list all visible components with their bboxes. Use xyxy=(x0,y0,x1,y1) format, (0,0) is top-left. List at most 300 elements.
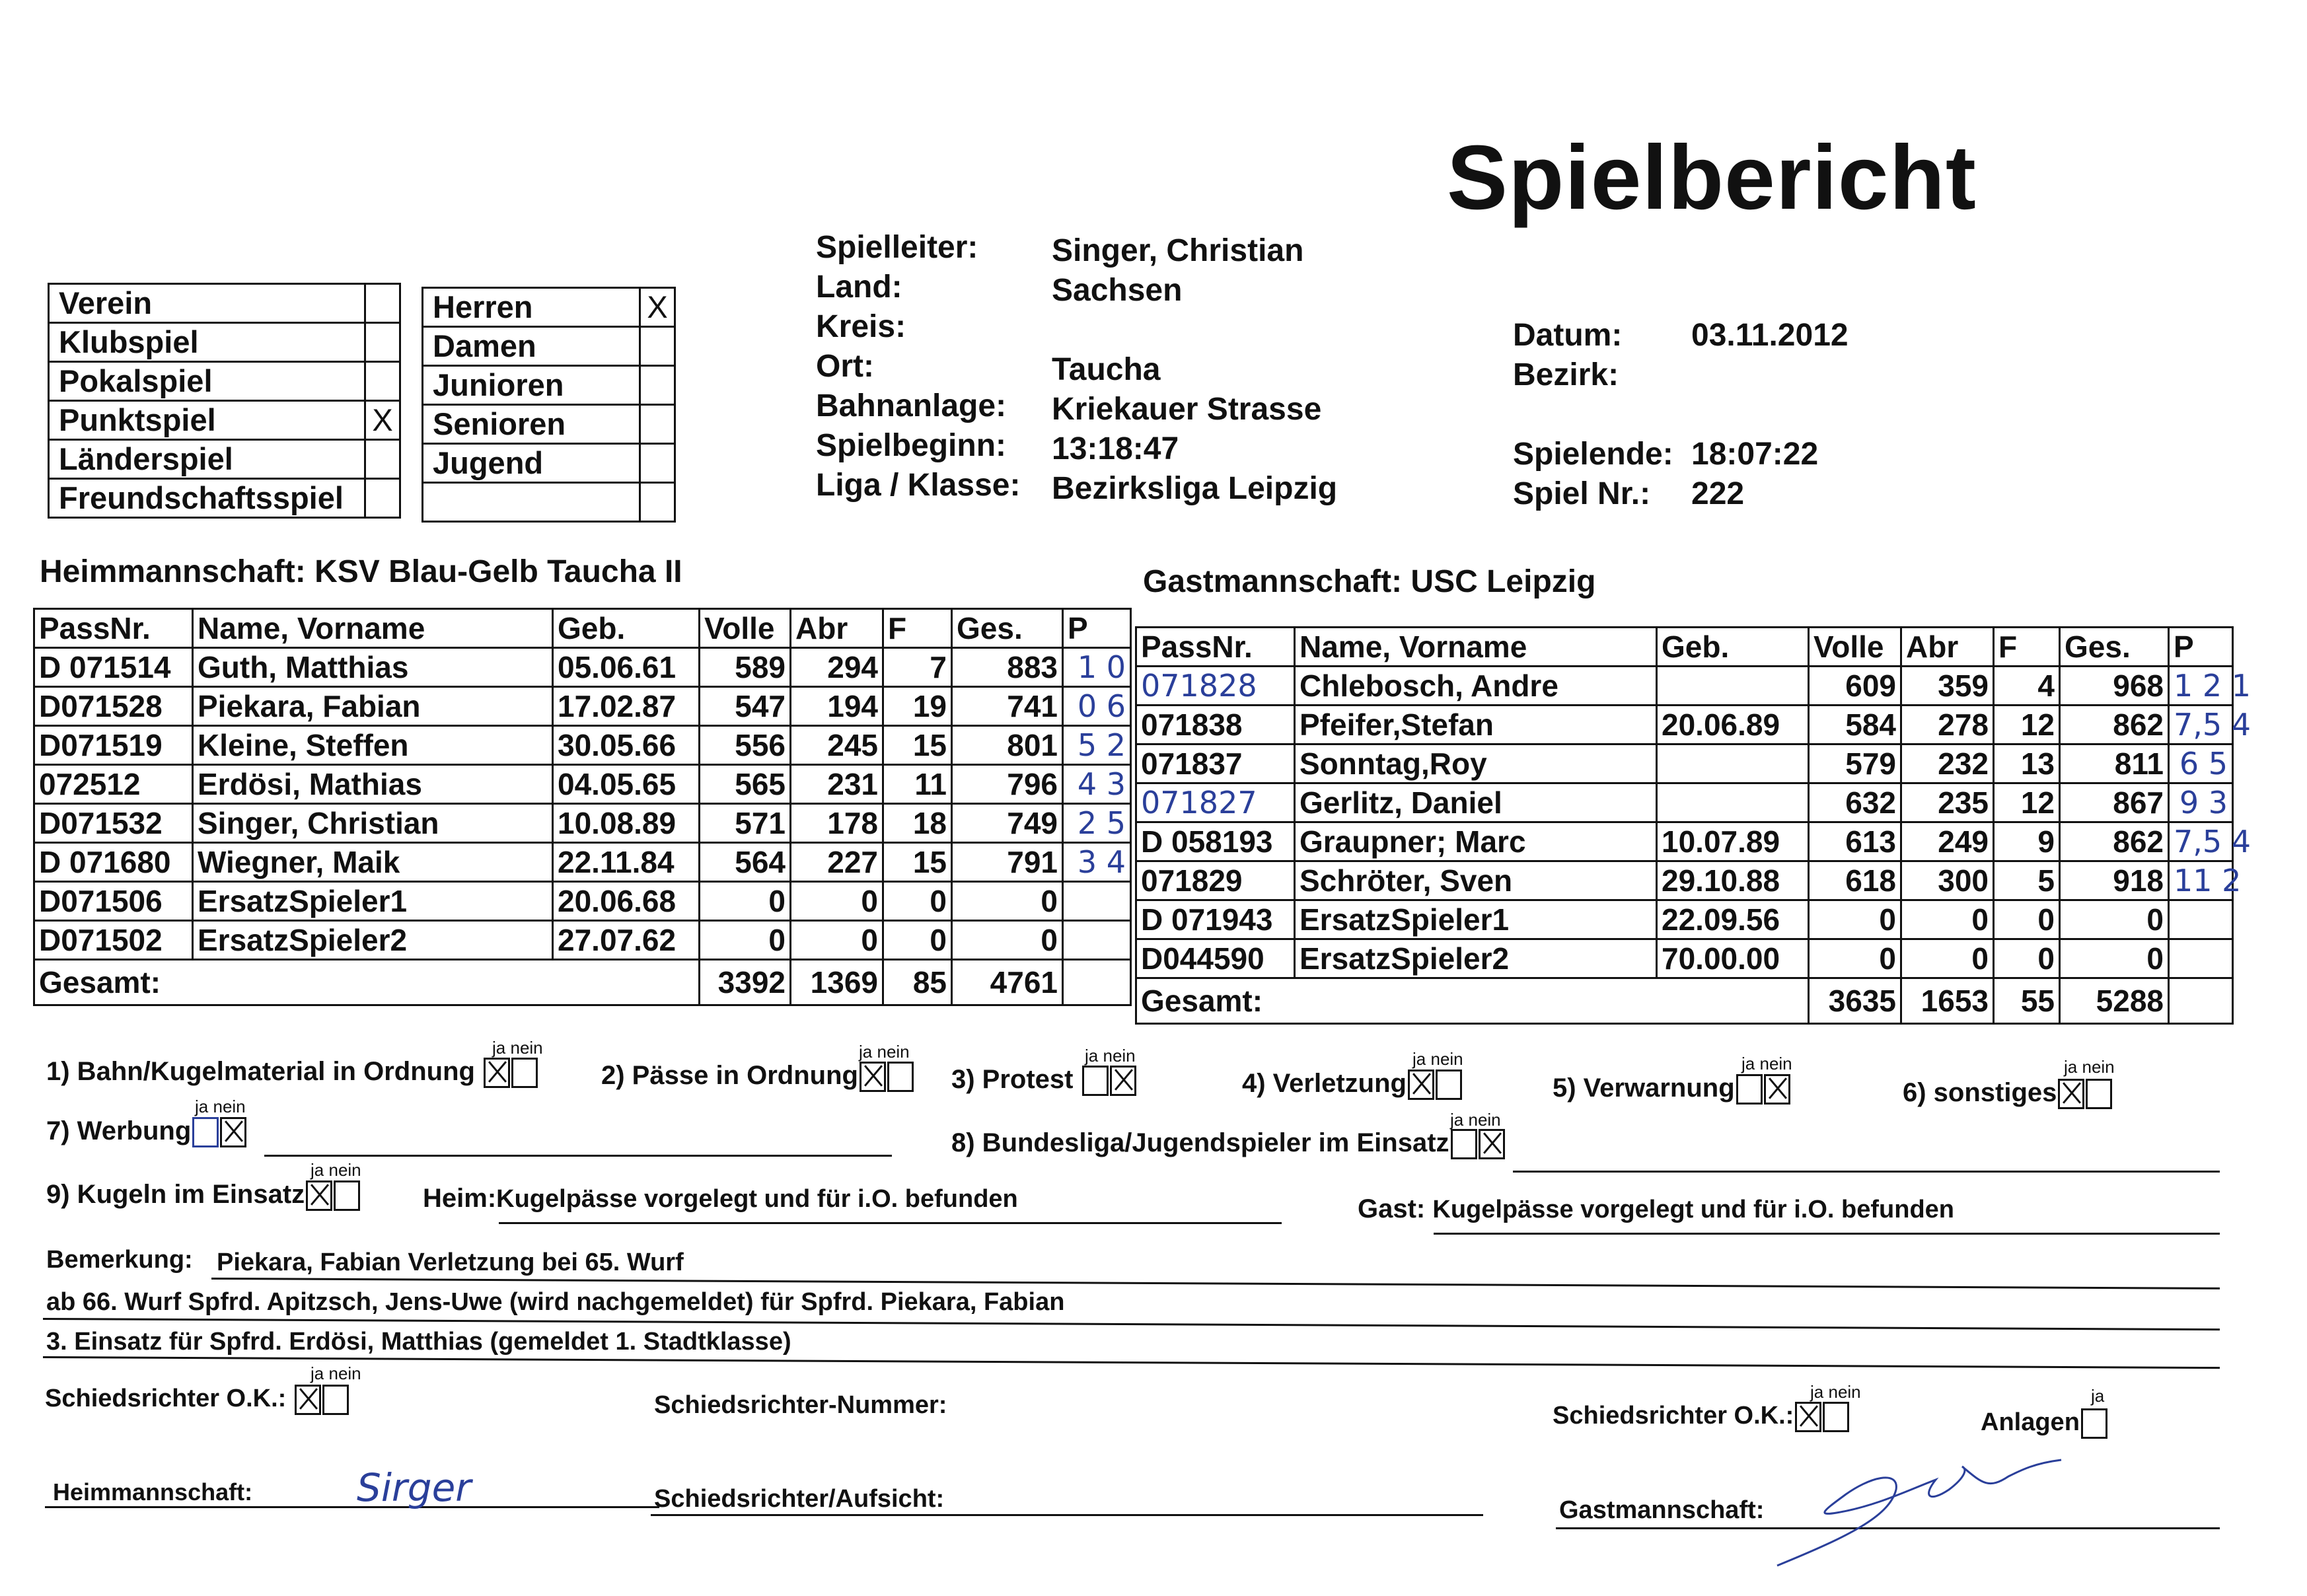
q6-ja-checkbox[interactable] xyxy=(2058,1079,2084,1109)
heim-check xyxy=(423,1184,1018,1214)
guest-cell: 071837 xyxy=(1136,744,1295,783)
guest-cell: 071828 xyxy=(1136,667,1295,706)
guest-cell: 0 xyxy=(1809,939,1901,978)
sr-ok-home xyxy=(45,1385,349,1415)
home-col-header: Volle xyxy=(700,609,791,648)
guest-cell: 862 xyxy=(2060,822,2169,861)
q8-label: 8) Bundesliga/Jugendspieler im Einsatz xyxy=(951,1128,1449,1157)
sr-ok2-jn xyxy=(1810,1382,1861,1402)
ja-label: ja xyxy=(1741,1054,1755,1073)
ja-label: ja xyxy=(311,1160,324,1180)
guest-cell: 918 xyxy=(2060,861,2169,900)
home-cell: Singer, Christian xyxy=(193,804,553,843)
category-label xyxy=(423,483,640,522)
gast-check-text: Kugelpässe vorgelegt und für i.O. befunden xyxy=(1432,1196,1955,1223)
q4-label: 4) Verletzung xyxy=(1242,1069,1407,1098)
home-cell: ErsatzSpieler1 xyxy=(193,882,553,921)
land-value: Sachsen xyxy=(1052,273,1183,308)
nein-label: nein xyxy=(1759,1054,1792,1073)
q2-jn xyxy=(859,1042,910,1062)
home-player-row xyxy=(34,726,1131,765)
guest-header-row xyxy=(1136,628,2233,667)
q7-nein-checkbox[interactable] xyxy=(220,1117,246,1147)
guest-cell xyxy=(1657,744,1809,783)
q8-nein-checkbox[interactable] xyxy=(1479,1129,1505,1159)
q1-ja-checkbox[interactable] xyxy=(484,1058,510,1088)
guest-player-row xyxy=(1136,939,2233,978)
nein-label: nein xyxy=(1430,1049,1463,1069)
home-cell: 19 xyxy=(883,687,952,726)
q5-label: 5) Verwarnung xyxy=(1553,1073,1735,1103)
home-cell: Piekara, Fabian xyxy=(193,687,553,726)
guest-cell: 359 xyxy=(1901,667,1994,706)
guest-cell xyxy=(1657,783,1809,822)
sr-ok2-ja-checkbox[interactable] xyxy=(1795,1402,1821,1432)
home-cell: ErsatzSpieler2 xyxy=(193,921,553,960)
guest-cell: 9 3 xyxy=(2169,783,2233,822)
ja-label: ja xyxy=(1450,1110,1464,1130)
category-label: Herren xyxy=(423,288,640,327)
guest-cell: Gerlitz, Daniel xyxy=(1295,783,1657,822)
q5-ja-checkbox[interactable] xyxy=(1736,1074,1763,1105)
ja-label: ja xyxy=(1810,1382,1824,1402)
home-cell: 0 xyxy=(952,882,1063,921)
match-type-checkbox[interactable] xyxy=(365,323,400,362)
q1-label: 1) Bahn/Kugelmaterial in Ordnung xyxy=(46,1057,475,1086)
home-player-row xyxy=(34,687,1131,726)
guest-cell: 071829 xyxy=(1136,861,1295,900)
bezirk-label: Bezirk: xyxy=(1513,357,1619,392)
guest-player-row xyxy=(1136,706,2233,744)
home-cell: 7 xyxy=(883,648,952,687)
guest-cell: 811 xyxy=(2060,744,2169,783)
liga-label: Liga / Klasse: xyxy=(816,468,1021,503)
page-title: Spielbericht xyxy=(1447,127,1977,229)
guest-player-row xyxy=(1136,900,2233,939)
guest-cell: 7,5 4 xyxy=(2169,706,2233,744)
category-row xyxy=(423,288,675,327)
q7-underline xyxy=(264,1155,892,1157)
home-player-row xyxy=(34,648,1131,687)
guest-cell: 618 xyxy=(1809,861,1901,900)
match-type-label: Punktspiel xyxy=(49,401,365,440)
guest-total-label: Gesamt: xyxy=(1136,978,1809,1024)
nein-label: nein xyxy=(2082,1057,2115,1077)
guest-cell: 0 xyxy=(1809,900,1901,939)
q4-ja-checkbox[interactable] xyxy=(1408,1070,1434,1100)
info-labels xyxy=(816,228,1020,505)
category-row xyxy=(423,483,675,522)
remarks-line3: 3. Einsatz für Spfrd. Erdösi, Matthias (gemeldet 1. Stadtklasse) xyxy=(46,1328,791,1356)
guest-col-header: Geb. xyxy=(1657,628,1809,667)
home-team-label: Heimmannschaft: KSV Blau-Gelb Taucha II xyxy=(40,554,682,589)
heim-check-text: Kugelpässe vorgelegt und für i.O. befunden xyxy=(496,1185,1018,1213)
gast-check xyxy=(1358,1194,1954,1224)
q9-nein-checkbox[interactable] xyxy=(334,1180,360,1211)
match-type-label: Klubspiel xyxy=(49,323,365,362)
sr-ok-nein-checkbox[interactable] xyxy=(322,1385,349,1415)
home-cell: 05.06.61 xyxy=(553,648,700,687)
check-q6 xyxy=(1903,1078,2112,1109)
category-label: Damen xyxy=(423,327,640,366)
category-checkbox[interactable] xyxy=(640,405,675,444)
home-cell: 0 xyxy=(791,882,883,921)
guest-cell: Schröter, Sven xyxy=(1295,861,1657,900)
home-cell: 294 xyxy=(791,648,883,687)
q7-jn xyxy=(195,1097,246,1117)
home-cell: 0 xyxy=(883,882,952,921)
spielnr-value: 222 xyxy=(1691,476,1745,511)
match-type-checkbox[interactable] xyxy=(365,479,400,518)
guest-cell: 609 xyxy=(1809,667,1901,706)
match-type-checkbox[interactable]: X xyxy=(365,401,400,440)
aufsicht-line xyxy=(651,1514,1483,1516)
home-cell: 571 xyxy=(700,804,791,843)
home-cell: 565 xyxy=(700,765,791,804)
home-cell xyxy=(1063,921,1131,960)
guest-cell: ErsatzSpieler2 xyxy=(1295,939,1657,978)
guest-total-value: 3635 xyxy=(1809,978,1901,1024)
remarks-label: Bemerkung: xyxy=(46,1246,193,1274)
category-label: Jugend xyxy=(423,444,640,483)
category-row xyxy=(423,405,675,444)
home-cell: 749 xyxy=(952,804,1063,843)
category-row xyxy=(423,327,675,366)
guest-col-header: Volle xyxy=(1809,628,1901,667)
heim-sign-label: Heimmannschaft: xyxy=(53,1478,253,1505)
home-signature: Sirger xyxy=(357,1465,472,1510)
q3-nein-checkbox[interactable] xyxy=(1110,1066,1136,1096)
home-cell: 0 xyxy=(952,921,1063,960)
home-cell: 801 xyxy=(952,726,1063,765)
gast-underline xyxy=(1434,1233,2220,1235)
info-labels-right xyxy=(1513,316,1673,514)
home-cell: 2 5 xyxy=(1063,804,1131,843)
q1-jn xyxy=(492,1038,543,1058)
guest-cell: D 071943 xyxy=(1136,900,1295,939)
datum-value: 03.11.2012 xyxy=(1691,318,1849,353)
home-cell: D 071514 xyxy=(34,648,193,687)
match-type-row xyxy=(49,284,400,323)
home-cell: 564 xyxy=(700,843,791,882)
guest-cell: 9 xyxy=(1994,822,2060,861)
q8-underline xyxy=(1513,1171,2220,1173)
guest-cell: 0 xyxy=(1994,939,2060,978)
category-row xyxy=(423,444,675,483)
q4-jn xyxy=(1412,1049,1463,1070)
check-q8 xyxy=(951,1128,1505,1159)
bezirk-value xyxy=(1691,355,1849,395)
sr-ok2-label: Schiedsrichter O.K.: xyxy=(1553,1402,1794,1430)
guest-team-label: Gastmannschaft: USC Leipzig xyxy=(1143,564,1596,599)
guest-cell: D044590 xyxy=(1136,939,1295,978)
guest-total-p xyxy=(2169,978,2233,1024)
home-player-row xyxy=(34,921,1131,960)
ort-value: Taucha xyxy=(1052,352,1161,387)
q2-ja-checkbox[interactable] xyxy=(860,1062,886,1092)
heim-underline xyxy=(499,1222,1282,1224)
bahnanlage-value: Kriekauer Strasse xyxy=(1052,392,1322,427)
home-col-header: PassNr. xyxy=(34,609,193,648)
gast-check-label: Gast: xyxy=(1358,1194,1426,1223)
home-cell: 589 xyxy=(700,648,791,687)
home-col-header: Ges. xyxy=(952,609,1063,648)
home-col-header: P xyxy=(1063,609,1131,648)
q3-ja-checkbox[interactable] xyxy=(1082,1066,1109,1096)
guest-cell: 613 xyxy=(1809,822,1901,861)
home-cell: 0 6 xyxy=(1063,687,1131,726)
heim-sign-line xyxy=(45,1506,659,1508)
home-cell: 791 xyxy=(952,843,1063,882)
guest-cell: 12 xyxy=(1994,783,2060,822)
check-q1 xyxy=(46,1057,538,1088)
heim-check-label: Heim: xyxy=(423,1184,497,1213)
guest-cell: 11 2 xyxy=(2169,861,2233,900)
sr-ok-label: Schiedsrichter O.K.: xyxy=(45,1385,287,1413)
home-cell: Wiegner, Maik xyxy=(193,843,553,882)
ort-label: Ort: xyxy=(816,349,874,384)
match-type-label: Länderspiel xyxy=(49,440,365,479)
home-cell: 30.05.66 xyxy=(553,726,700,765)
home-cell: 0 xyxy=(791,921,883,960)
check-q9 xyxy=(46,1180,360,1211)
category-checkbox[interactable] xyxy=(640,366,675,405)
home-total-value: 1369 xyxy=(791,960,883,1005)
guest-total-value: 5288 xyxy=(2060,978,2169,1024)
home-cell: 15 xyxy=(883,843,952,882)
guest-col-header: P xyxy=(2169,628,2233,667)
home-cell: 796 xyxy=(952,765,1063,804)
spielnr-label: Spiel Nr.: xyxy=(1513,476,1651,511)
q7-label: 7) Werbung xyxy=(46,1116,192,1145)
guest-cell: Graupner; Marc xyxy=(1295,822,1657,861)
q3-label: 3) Protest xyxy=(951,1065,1074,1094)
q6-jn xyxy=(2064,1057,2115,1077)
bahnanlage-label: Bahnanlage: xyxy=(816,388,1007,423)
home-cell: 883 xyxy=(952,648,1063,687)
q2-label: 2) Pässe in Ordnung xyxy=(601,1061,858,1090)
check-q4 xyxy=(1242,1069,1462,1100)
home-cell: D071528 xyxy=(34,687,193,726)
guest-cell: 867 xyxy=(2060,783,2169,822)
guest-cell: ErsatzSpieler1 xyxy=(1295,900,1657,939)
datum-label: Datum: xyxy=(1513,318,1623,353)
spielleiter-value: Singer, Christian xyxy=(1052,233,1304,268)
match-type-checkbox[interactable] xyxy=(365,362,400,401)
match-type-checkbox[interactable] xyxy=(365,284,400,323)
category-checkbox[interactable] xyxy=(640,444,675,483)
home-cell: 0 xyxy=(700,882,791,921)
guest-cell: Chlebosch, Andre xyxy=(1295,667,1657,706)
check-q7 xyxy=(46,1116,246,1147)
home-cell: 04.05.65 xyxy=(553,765,700,804)
guest-cell: 579 xyxy=(1809,744,1901,783)
remarks-line2: ab 66. Wurf Spfrd. Apitzsch, Jens-Uwe (wird nachgemeldet) für Spfrd. Piekara, Fabian xyxy=(46,1288,1065,1316)
match-type-box xyxy=(48,283,401,519)
home-cell: 10.08.89 xyxy=(553,804,700,843)
liga-value: Bezirksliga Leipzig xyxy=(1052,471,1338,506)
guest-cell: 584 xyxy=(1809,706,1901,744)
q9-jn xyxy=(311,1160,361,1180)
info-values-right xyxy=(1691,316,1849,514)
guest-cell: 968 xyxy=(2060,667,2169,706)
home-cell: 5 2 xyxy=(1063,726,1131,765)
home-player-row xyxy=(34,804,1131,843)
home-cell: Erdösi, Mathias xyxy=(193,765,553,804)
ja-label: ja xyxy=(1085,1046,1099,1066)
category-checkbox[interactable] xyxy=(640,327,675,366)
anlagen-ja: ja xyxy=(2091,1386,2105,1406)
q8-jn xyxy=(1450,1110,1501,1130)
guest-col-header: Abr xyxy=(1901,628,1994,667)
home-cell: Kleine, Steffen xyxy=(193,726,553,765)
land-label: Land: xyxy=(816,270,902,305)
category-box xyxy=(421,287,676,523)
home-cell: 231 xyxy=(791,765,883,804)
guest-cell: 0 xyxy=(1901,900,1994,939)
sr-ok-ja-checkbox[interactable] xyxy=(295,1385,321,1415)
guest-total-value: 1653 xyxy=(1901,978,1994,1024)
home-cell: 072512 xyxy=(34,765,193,804)
ja-label: ja xyxy=(1412,1049,1426,1069)
home-cell: 0 xyxy=(883,921,952,960)
home-header-row xyxy=(34,609,1131,648)
home-col-header: F xyxy=(883,609,952,648)
guest-total-value: 55 xyxy=(1994,978,2060,1024)
guest-player-row xyxy=(1136,861,2233,900)
home-cell: D071532 xyxy=(34,804,193,843)
home-total-label: Gesamt: xyxy=(34,960,700,1005)
guest-cell: 235 xyxy=(1901,783,1994,822)
guest-cell: 1 2 1 xyxy=(2169,667,2233,706)
q4-nein-checkbox[interactable] xyxy=(1436,1070,1462,1100)
guest-cell: 29.10.88 xyxy=(1657,861,1809,900)
guest-cell: Pfeifer,Stefan xyxy=(1295,706,1657,744)
home-col-header: Abr xyxy=(791,609,883,648)
home-cell: 27.07.62 xyxy=(553,921,700,960)
anlagen-label: Anlagen xyxy=(1981,1408,2080,1437)
home-cell: Guth, Matthias xyxy=(193,648,553,687)
guest-player-row xyxy=(1136,667,2233,706)
match-type-checkbox[interactable] xyxy=(365,440,400,479)
q5-nein-checkbox[interactable] xyxy=(1764,1074,1790,1105)
guest-cell: 0 xyxy=(1901,939,1994,978)
q8-ja-checkbox[interactable] xyxy=(1451,1129,1477,1159)
home-player-row xyxy=(34,765,1131,804)
guest-cell: D 058193 xyxy=(1136,822,1295,861)
home-player-row xyxy=(34,882,1131,921)
home-cell: D071502 xyxy=(34,921,193,960)
spielleiter-label: Spielleiter: xyxy=(816,230,978,265)
category-label: Junioren xyxy=(423,366,640,405)
guest-player-row xyxy=(1136,744,2233,783)
guest-player-row xyxy=(1136,783,2233,822)
home-cell: D071506 xyxy=(34,882,193,921)
home-cell: 15 xyxy=(883,726,952,765)
ja-label: ja xyxy=(2064,1057,2078,1077)
check-q3 xyxy=(951,1065,1136,1096)
q6-nein-checkbox[interactable] xyxy=(2086,1079,2112,1109)
guest-cell: 300 xyxy=(1901,861,1994,900)
guest-cell: 6 5 xyxy=(2169,744,2233,783)
match-type-row xyxy=(49,362,400,401)
check-q2 xyxy=(601,1061,914,1092)
match-type-row xyxy=(49,479,400,518)
home-cell: 11 xyxy=(883,765,952,804)
anlagen-checkbox[interactable] xyxy=(2081,1408,2107,1439)
sr-ok2-nein-checkbox[interactable] xyxy=(1823,1402,1849,1432)
guest-col-header: F xyxy=(1994,628,2060,667)
match-type-row xyxy=(49,323,400,362)
guest-cell: 5 xyxy=(1994,861,2060,900)
nein-label: nein xyxy=(328,1363,361,1383)
home-cell: 4 3 xyxy=(1063,765,1131,804)
q2-nein-checkbox[interactable] xyxy=(887,1062,914,1092)
category-checkbox[interactable] xyxy=(640,483,675,522)
guest-cell: 071827 xyxy=(1136,783,1295,822)
home-cell: 178 xyxy=(791,804,883,843)
guest-table xyxy=(1135,626,2252,1025)
guest-cell: Sonntag,Roy xyxy=(1295,744,1657,783)
home-total-row xyxy=(34,960,1131,1005)
ja-label: ja xyxy=(492,1038,506,1058)
q1-nein-checkbox[interactable] xyxy=(511,1058,538,1088)
home-cell: 0 xyxy=(700,921,791,960)
guest-cell: 249 xyxy=(1901,822,1994,861)
guest-cell xyxy=(2169,900,2233,939)
category-label: Senioren xyxy=(423,405,640,444)
nein-label: nein xyxy=(213,1097,246,1116)
guest-cell: 232 xyxy=(1901,744,1994,783)
gast-sign-label: Gastmannschaft: xyxy=(1559,1496,1765,1524)
home-cell: D 071680 xyxy=(34,843,193,882)
guest-cell: 20.06.89 xyxy=(1657,706,1809,744)
guest-cell: 0 xyxy=(1994,900,2060,939)
home-total-value: 4761 xyxy=(952,960,1063,1005)
guest-col-header: Ges. xyxy=(2060,628,2169,667)
anlagen xyxy=(1981,1408,2107,1439)
nein-label: nein xyxy=(1828,1382,1861,1402)
home-cell: D071519 xyxy=(34,726,193,765)
ja-label: ja xyxy=(311,1363,324,1383)
guest-cell: 278 xyxy=(1901,706,1994,744)
match-type-label: Pokalspiel xyxy=(49,362,365,401)
q7-ja-checkbox[interactable] xyxy=(192,1117,219,1147)
match-type-row xyxy=(49,401,400,440)
guest-cell: 862 xyxy=(2060,706,2169,744)
nein-label: nein xyxy=(510,1038,543,1058)
guest-cell: 0 xyxy=(2060,939,2169,978)
q5-jn xyxy=(1741,1054,1792,1074)
home-total-value: 85 xyxy=(883,960,952,1005)
home-table xyxy=(33,608,1132,1006)
home-cell: 22.11.84 xyxy=(553,843,700,882)
category-checkbox[interactable]: X xyxy=(640,288,675,327)
spielende-value: 18:07:22 xyxy=(1691,437,1819,472)
kreis-label: Kreis: xyxy=(816,309,906,344)
sr-ok-jn xyxy=(311,1363,361,1384)
guest-signature xyxy=(1771,1443,2074,1572)
info-values xyxy=(1052,231,1337,509)
q9-ja-checkbox[interactable] xyxy=(306,1180,332,1211)
ja-label: ja xyxy=(195,1097,209,1116)
spielende-label: Spielende: xyxy=(1513,437,1673,472)
home-player-row xyxy=(34,843,1131,882)
spielbeginn-value: 13:18:47 xyxy=(1052,431,1179,466)
q6-label: 6) sonstiges xyxy=(1903,1078,2057,1107)
nein-label: nein xyxy=(1103,1046,1136,1066)
guest-cell: 0 xyxy=(2060,900,2169,939)
